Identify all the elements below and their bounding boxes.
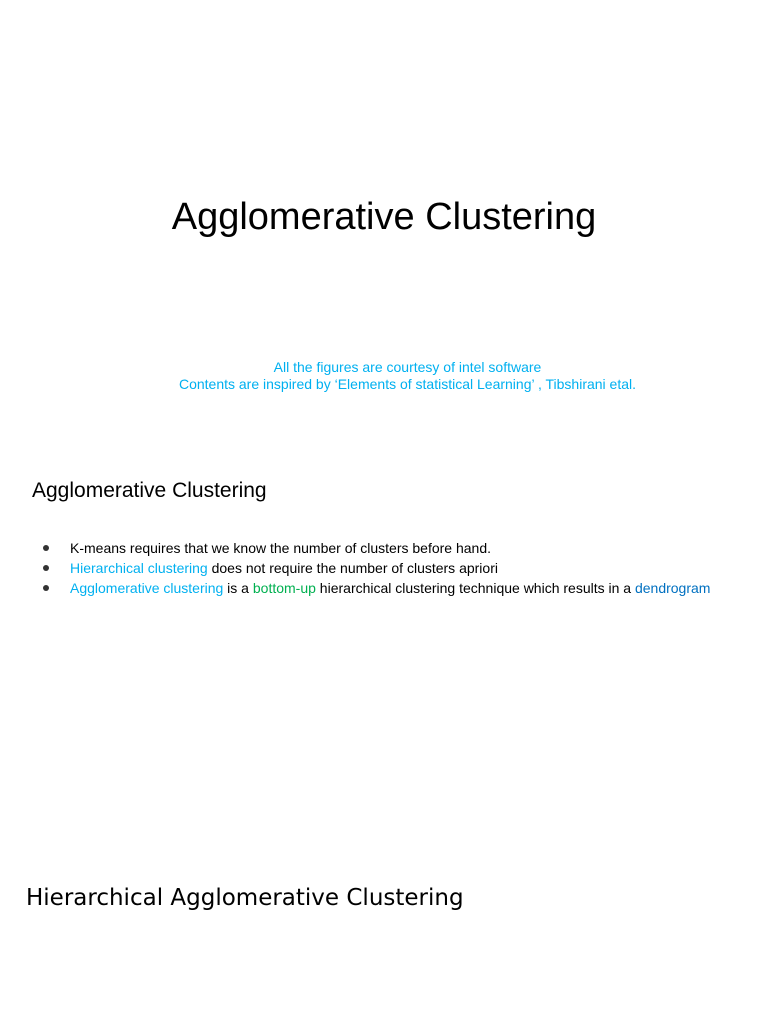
bullet-item <box>0 558 768 578</box>
term-bottom-up: bottom-up <box>252 580 316 596</box>
bullet-list <box>0 538 768 598</box>
bullet-item <box>0 538 768 558</box>
credits-block <box>40 359 768 393</box>
term-dendrogram: dendrogram <box>634 580 711 596</box>
slide-title: Agglomerative Clustering <box>171 196 597 238</box>
next-slide-title: Hierarchical Agglomerative Clustering <box>26 885 464 911</box>
bullet-text: is a <box>223 580 253 596</box>
bullet-item <box>0 578 768 598</box>
bullet-dot-icon <box>43 565 49 571</box>
term-hierarchical-clustering: Hierarchical clustering <box>70 560 208 576</box>
bullet-text: K-means requires that we know the number of clusters before hand. <box>70 540 491 556</box>
credit-line-contents: Contents are inspired by ‘Elements of statistical Learning’ , Tibshirani etal. <box>178 376 637 392</box>
term-agglomerative-clustering: Agglomerative clustering <box>70 580 224 596</box>
bullet-dot-icon <box>43 545 49 551</box>
bullet-text: hierarchical clustering technique which results in a <box>315 580 635 596</box>
bullet-dot-icon <box>43 585 49 591</box>
section-title: Agglomerative Clustering <box>32 479 267 502</box>
credit-line-figures: All the figures are courtesy of intel software <box>273 359 542 375</box>
bullet-text: does not require the number of clusters apriori <box>207 560 498 576</box>
